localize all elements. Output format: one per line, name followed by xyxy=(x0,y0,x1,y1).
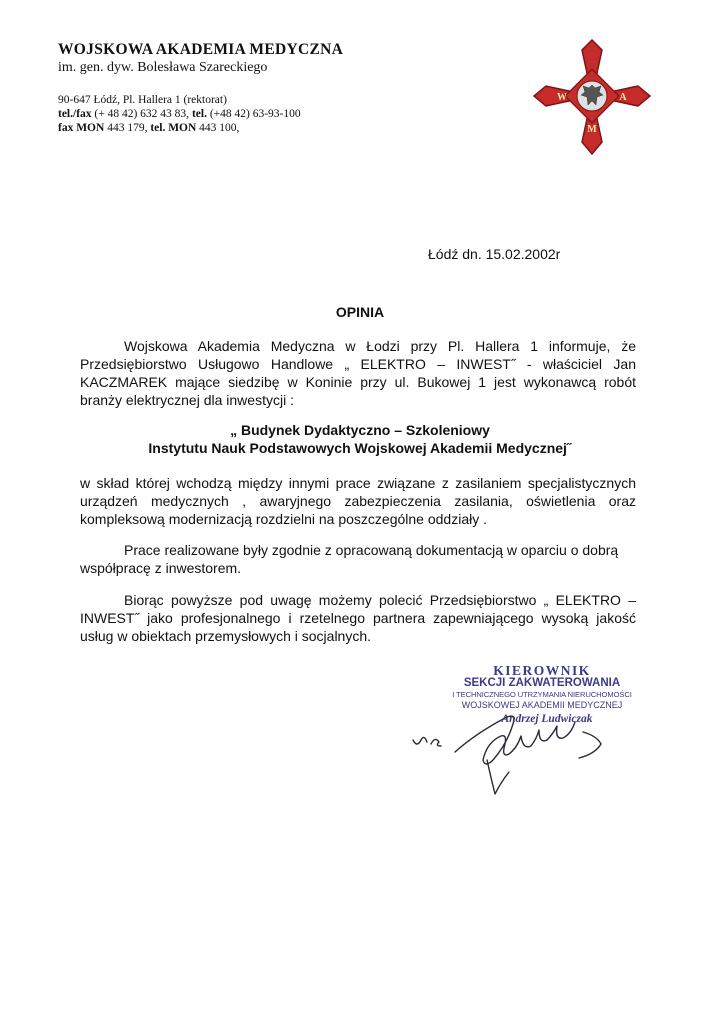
document-title: OPINIA xyxy=(335,304,385,320)
postal-address: 90-647 Łódź, Pl. Hallera 1 (rektorat) xyxy=(58,94,227,106)
project-title xyxy=(0,421,720,457)
signature-main-stroke xyxy=(455,716,575,764)
stamp-person-name: Andrzej Ludwiczak xyxy=(501,713,593,725)
fax-mon-label: fax MON xyxy=(58,122,105,134)
stamp-subdepartment: I TECHNICZNEGO UTRZYMANIA NIERUCHOMOŚCI xyxy=(452,690,632,699)
tel-fax-label: tel./fax xyxy=(58,108,92,120)
handwritten-signature xyxy=(405,700,645,810)
paragraph-intro: Wojskowa Akademia Medyczna w Łodzi przy Pl. Hallera 1 informuje, że Przedsiębiorstwo Usługowo Handlowe „ ELEKTRO – INWEST˝ - właściciel Jan KACZMAREK mające siedzibę w Koninie przy ul. Bukowej 1 jest wykonawcą robót branży elektrycznej dla inwestycji : xyxy=(80,338,636,408)
tel-value: (+48 42) 63-93-100 xyxy=(209,108,301,120)
tel-fax-value: (+ 48 42) 632 43 83, xyxy=(94,108,190,120)
tel-mon-value: 443 100, xyxy=(199,122,240,134)
document-date: Łódź dn. 15.02.2002r xyxy=(428,246,561,262)
phone-line xyxy=(58,107,478,121)
stamp-institution: WOJSKOWEJ AKADEMII MEDYCZNEJ xyxy=(461,700,623,710)
project-title-line-2: Instytutu Nauk Podstawowych Wojskowej Akademii Medycznej˝ xyxy=(148,440,572,456)
stamp-department: SEKCJI ZAKWATEROWANIA xyxy=(463,677,621,689)
stamp-title: KIEROWNIK xyxy=(493,663,591,678)
mon-line xyxy=(58,121,478,135)
contact-block xyxy=(58,93,478,135)
emblem-letter-right: A xyxy=(619,92,627,103)
institution-name: WOJSKOWA AKADEMIA MEDYCZNA xyxy=(58,41,344,58)
project-title-line-1: „ Budynek Dydaktyczno – Szkoleniowy xyxy=(230,422,490,438)
paragraph-scope: w skład której wchodzą między innymi prace związane z zasilaniem specjalistycznych urządzeń medycznych , awaryjnego zabezpieczenia zasilania, oświetlenia oraz kompleksową modernizacją rozdzielni na poszczególne oddziały . xyxy=(80,475,636,527)
paragraph-cooperation: Prace realizowane były zgodnie z opracowaną dokumentacją w oparciu o dobrą współpracę z inwestorem. xyxy=(80,542,619,576)
institution-patron: im. gen. dyw. Bolesława Szareckiego xyxy=(58,60,268,75)
fax-mon-value: 443 179, xyxy=(107,122,148,134)
emblem-letter-left: W xyxy=(557,92,567,103)
paragraph-recommendation: Biorąc powyższe pod uwagę możemy polecić Przedsiębiorstwo „ ELEKTRO – INWEST˝ jako profesjonalnego i rzetelnego partnera zapewniającego wysoką jakość usług w obiektach przemysłowych i socjalnych. xyxy=(80,592,636,644)
emblem-letter-bottom: M xyxy=(587,124,597,135)
tel-mon-label: tel. MON xyxy=(150,122,197,134)
letterhead xyxy=(58,40,478,135)
military-cross-eagle-emblem xyxy=(532,38,652,156)
tel-label: tel. xyxy=(191,108,207,120)
signature-prefix-stroke xyxy=(413,737,441,746)
